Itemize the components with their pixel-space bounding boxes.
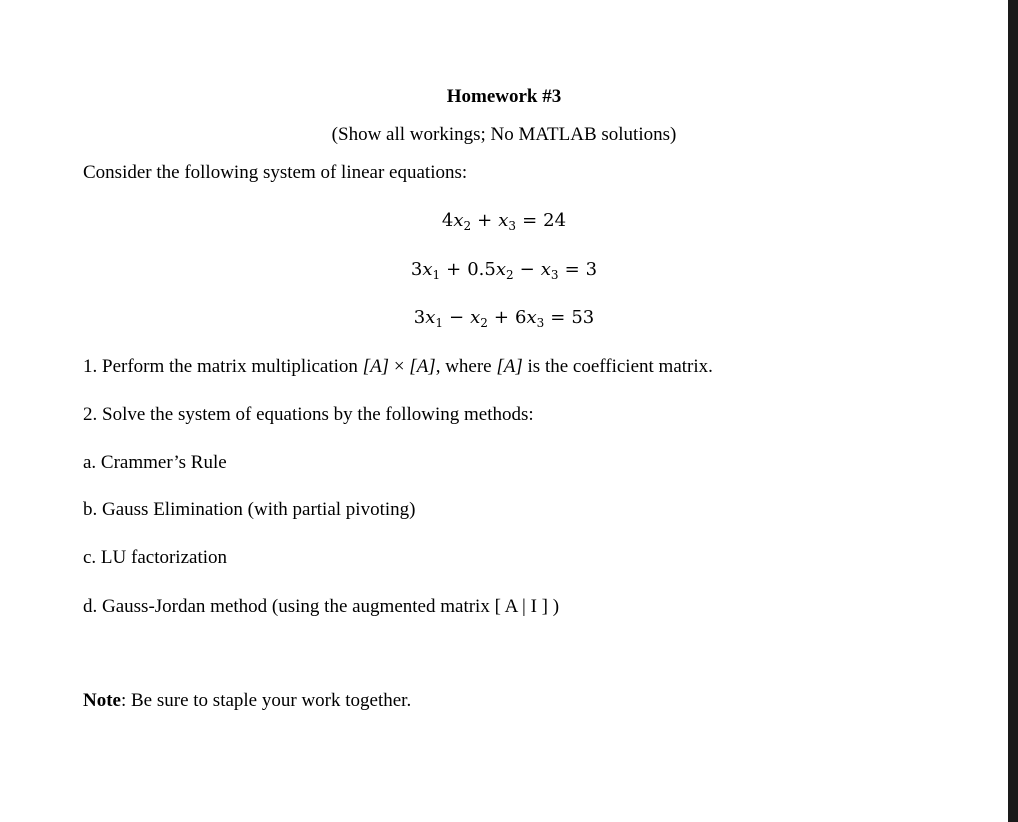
equation-2-sub-1: 1 (432, 268, 441, 282)
equation-3-rhs: 53 (571, 307, 595, 328)
equation-2 (0, 258, 1008, 282)
equation-3-var-1: x (425, 307, 436, 328)
equation-2-coef-2: 0.5 (467, 259, 496, 280)
question-1-prefix: 1. Perform the matrix multiplication (83, 356, 363, 377)
equation-1-sub-2: 3 (508, 219, 517, 233)
equation-1-op-1: + (477, 210, 493, 231)
equation-2-coef-1: 3 (410, 259, 423, 280)
equation-2-sub-2: 2 (506, 268, 514, 282)
intro-text: Consider the following system of linear equations: (83, 162, 468, 183)
equation-2-rhs: 3 (585, 259, 598, 280)
question-1-matrix-b: [A] (409, 356, 436, 377)
equation-1-equals: = (522, 210, 538, 231)
equation-3-sub-2: 2 (480, 316, 488, 330)
equation-3-equals: = (550, 307, 566, 328)
equation-1-coef-1: 4 (441, 210, 454, 231)
note (83, 689, 411, 713)
equation-3-var-2: x (470, 307, 481, 328)
question-1-matrix-a: [A] (362, 356, 390, 377)
page-title: Homework #3 (446, 86, 562, 107)
equation-1-var-2: x (498, 210, 509, 231)
question-1-mid: , where (435, 356, 497, 377)
equation-3-sub-1: 1 (435, 316, 443, 330)
equation-2-equals: = (564, 259, 580, 280)
equation-2-op-2: − (519, 259, 535, 280)
method-b: b. Gauss Elimination (with partial pivoting) (83, 499, 416, 520)
equation-3-coef-1: 3 (413, 307, 426, 328)
question-1-suffix: is the coefficient matrix. (522, 356, 713, 377)
equation-2-var-2: x (495, 259, 507, 280)
page-subtitle: (Show all workings; No MATLAB solutions) (331, 124, 677, 145)
equation-2-var-3: x (540, 259, 551, 280)
note-label: Note (83, 690, 121, 711)
note-text: : Be sure to staple your work together. (120, 690, 412, 711)
question-1 (83, 355, 713, 379)
equation-2-op-1: + (446, 259, 462, 280)
equation-3-var-3: x (526, 307, 537, 328)
window-edge (1008, 0, 1018, 822)
equation-2-var-1: x (422, 259, 433, 280)
equation-3-op-1: − (449, 307, 465, 328)
method-d: d. Gauss-Jordan method (using the augmented matrix [ A | I ] ) (83, 596, 560, 617)
question-2: 2. Solve the system of equations by the following methods: (83, 404, 534, 425)
question-1-matrix-c: [A] (496, 356, 523, 377)
question-1-times: × (389, 356, 410, 377)
equation-3 (0, 306, 1008, 330)
method-a: a. Crammer’s Rule (83, 452, 227, 473)
equation-1-var-1: x (453, 210, 464, 231)
equation-3-coef-3: 6 (514, 307, 527, 328)
equation-1-sub-1: 2 (463, 219, 472, 233)
equation-1-rhs: 24 (543, 210, 567, 231)
equation-3-sub-3: 3 (536, 316, 545, 330)
equation-2-sub-3: 3 (550, 268, 559, 282)
method-c: c. LU factorization (83, 547, 228, 568)
equation-3-op-2: + (493, 307, 509, 328)
equation-1 (0, 209, 1008, 233)
